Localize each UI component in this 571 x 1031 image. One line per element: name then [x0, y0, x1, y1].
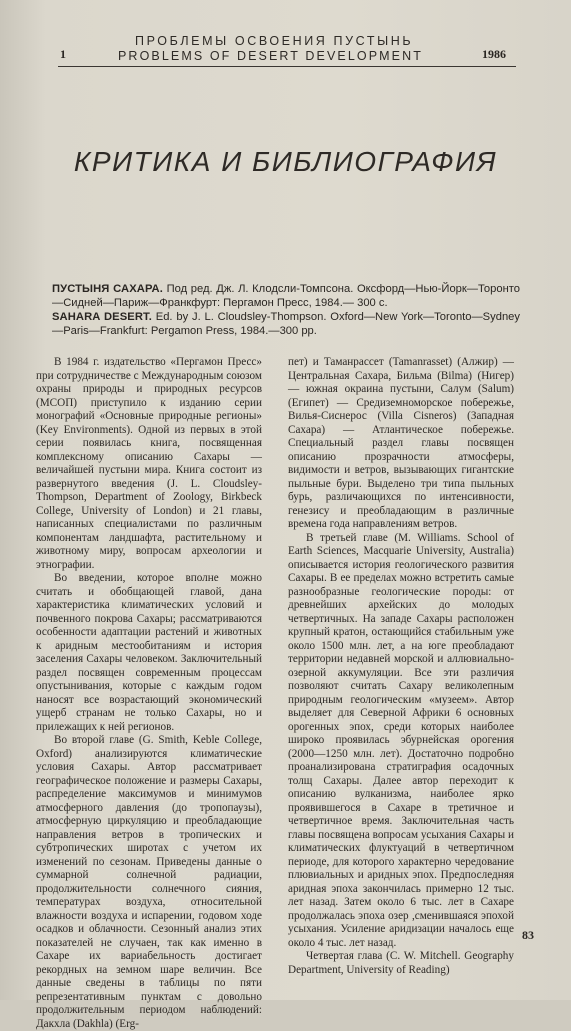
- paragraph: Четвертая глава (C. W. Mitchell. Geography Department, University of Reading): [288, 950, 514, 976]
- journal-year: 1986: [482, 47, 506, 61]
- journal-title-ru: ПРОБЛЕМЫ ОСВОЕНИЯ ПУСТЫНЬ: [135, 34, 414, 48]
- paragraph: пет) и Таманрассет (Tamanrasset) (Алжир) — Центральная Сахара, Бильма (Bilma) (Нигер) — южная окраина пустыни, Салум (Salum) (Египет) — Средиземноморское побережье, Вилья-Сиснерос (Villa Cisneros) (Западная Сахара) — Атлантическое побережье. Специальный раздел главы посвящен описанию прозрачности атмосферы, видимости и ветров, вызывающих гигантские пыльные бури. Выделено три типа пыльных бурь, различающихся по интенсивности, генезису и преобладающим в различные времена года направлениям ветров.: [288, 356, 514, 530]
- paragraph: В 1984 г. издательство «Пергамон Пресс» при сотрудничестве с Международным союзом охраны природы и природных ресурсов (МСОП) приступило к изданию серии монографий «Основные природные регионы» (Key Environments). Одной из первых в этой серии появилась книга, посвященная комплексному описанию Сахары — величайшей пустыни мира. Книга состоит из развернутого введения (J. L. Cloudsley-Thompson, Department of Zoology, Birkbeck College, University of London) и 21 главы, написанных специалистами по различным компонентам ландшафта, растительному и животному миру, вопросам археологии и этнографии.: [36, 356, 262, 571]
- citation-en-text: Ed. by J. L. Cloudsley-Thompson. Oxford—New York—Toronto—Sydney—Paris—Frankfurt: Pergamon Press, 1984.—300 pp.: [52, 311, 521, 337]
- left-column: [36, 356, 262, 1031]
- right-column: [288, 356, 514, 977]
- citation-ru-text: Под ред. Дж. Л. Клодсли-Томпсона. Оксфорд—Нью-Йорк—Торонто—Сидней—Париж—Франкфурт: Пергамон Пресс, 1984.— 300 с.: [52, 283, 520, 309]
- paragraph: Во второй главе (G. Smith, Keble College, Oxford) анализируются климатические условия Сахары. Автор рассматривает географическое положение и размеры Сахары, распределение максимумов и минимумов атмосферного давления (до тропопаузы), атмосферную циркуляцию и преобладающие направления ветров в тропических и субтропических широтах с учетом их изменений по сезонам. Приведены данные о суммарной солнечной радиации, продолжительности солнечного сияния, температурах воздуха, относительной влажности воздуха и испарении, годовом ходе осадков и облачности. Сезонный анализ этих показателей не случаен, так как именно в Сахаре их вариабельность достигает рекордных на земном шаре величин. Все данные сведены в таблицы по пяти репрезентативным пунктам с довольно продолжительным периодом наблюдений: Дакхла (Dakhla) (Erg-: [36, 734, 262, 1030]
- book-title-en: SAHARA DESERT.: [52, 311, 152, 323]
- header-rule: [58, 66, 516, 67]
- page-number: 83: [522, 928, 534, 942]
- paragraph: Во введении, которое вполне можно считать и обобщающей главой, дана характеристика климатических условий и почвенного покрова Сахары; рассматриваются особенности адаптации растений и животных к аридным местообитаниям и история заселения Сахары человеком. Заключительный раздел посвящен современным процессам опустынивания, которые с каждым годом наносят все возрастающий экономический ущерб странам не только Сахары, но и прилежащих к ней регионов.: [36, 572, 262, 733]
- citation-en: [52, 310, 520, 338]
- paragraph: В третьей главе (M. Williams. School of Earth Sciences, Macquarie University, Australia) описывается история геологического развития Сахары. В ее пределах можно встретить самые разнообразные геологические породы: от древнейших архейских до молодых четвертичных. На западе Сахары расположен крупный кратон, остающийся стабильным уже около 1500 млн. лет, а на юге преобладают территории недавней морской и аллювиально-озерной аккумуляции. Все эти различия позволяют считать Сахару великолепным природным геологическим «музеем». Автор выделяет для Северной Африки 6 основных орогенных эпох, среди которых наиболее широко проявилась эбурнейская орогения (2000—1250 млн. лет). Достаточно подробно проанализирована стратиграфия осадочных толщ Сахары. Далее автор переходит к описанию вулканизма, наиболее ярко проявившегося в Сахаре в третичное и четвертичное время. Заключительная часть главы посвящена вопросам усыхания Сахары и климатических флуктуаций в четвертичном периоде, для которого характерно чередование плювиальных и аридных эпох. Предпоследняя аридная эпоха закончилась примерно 12 тыс. лет назад. Затем около 6 тыс. лет в Сахаре продолжалась эпоха озер ,сменившаяся эпохой усыхания. Усиление аридизации началось еще около 4 тыс. лет назад.: [288, 531, 514, 949]
- issue-number: 1: [60, 47, 66, 61]
- review-citation: [52, 282, 520, 338]
- book-title-ru: ПУСТЫНЯ САХАРА.: [52, 283, 163, 295]
- section-title: КРИТИКА И БИБЛИОГРАФИЯ: [73, 146, 498, 177]
- journal-title-en: PROBLEMS OF DESERT DEVELOPMENT: [118, 49, 423, 63]
- citation-ru: [52, 282, 520, 310]
